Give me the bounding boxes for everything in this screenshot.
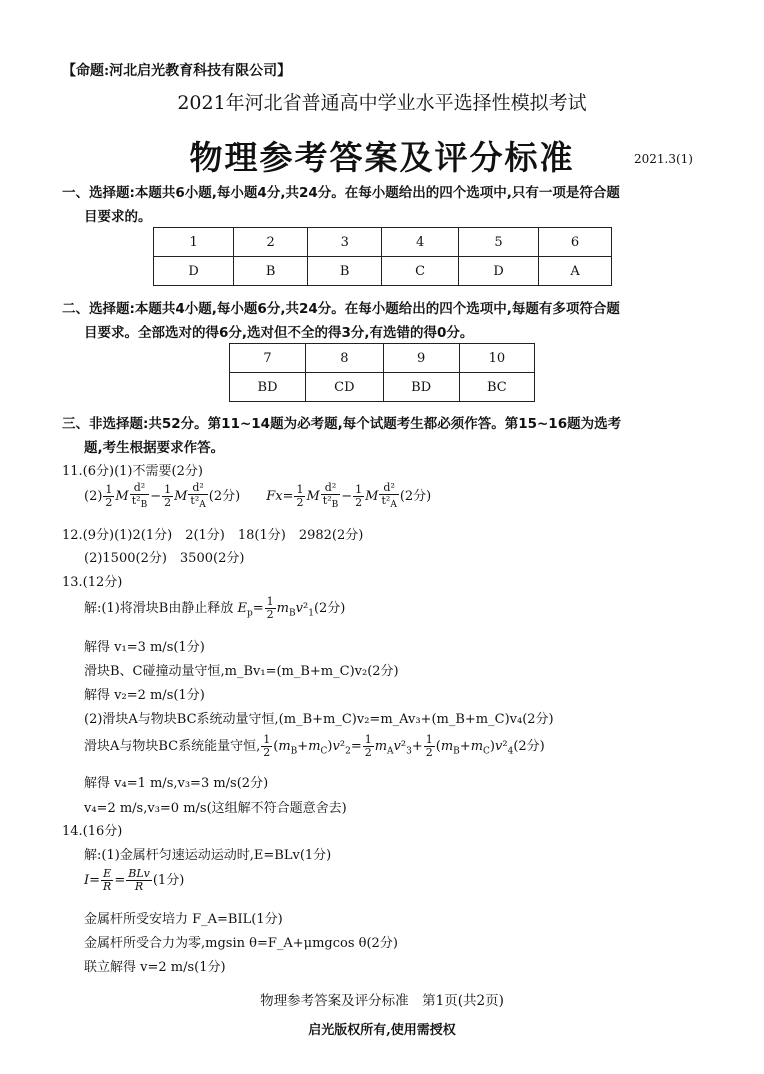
q11-score1: (2分)	[208, 489, 241, 505]
q-number: 3	[308, 228, 382, 257]
section3-instruction: 三、非选择题:共52分。第11~14题为必考题,每个试题考生都必须作答。第15~16题为选考	[62, 416, 622, 432]
q13-line2: 解得 v₁=3 m/s(1分)	[84, 640, 205, 655]
q-number: 2	[234, 228, 308, 257]
section2-instruction-cont: 目要求。全部选对的得6分,选对但不全的得3分,有选错的得0分。	[84, 325, 474, 341]
q-answer: BD	[383, 373, 459, 402]
answer-table-2	[229, 343, 535, 402]
q13-line1: 解:(1)将滑块B由静止释放 $E_p=$ $\frac{1}{2}$ $m_Bv^2_1(2$分)	[84, 595, 346, 621]
q13-line6: 滑块A与物块BC系统能量守恒, $\frac{1}{2}$ $(m_B+m_C)v^2_2=$ $\frac{1}{2}$ $m_Av^2_3+$ $\frac{1}{2}$ $(m_B+m_C)v^2_4(2$分)	[84, 733, 545, 759]
q-number: 10	[459, 344, 534, 373]
q-number: 7	[230, 344, 306, 373]
section1-instruction: 一、选择题:本题共6小题,每小题4分,共24分。在每小题给出的四个选项中,只有一项是符合题	[62, 185, 620, 201]
q-number: 9	[383, 344, 459, 373]
q13-line3: 滑块B、C碰撞动量守恒,m_Bv₁=(m_B+m_C)v₂(2分)	[84, 664, 399, 679]
q-number: 4	[382, 228, 459, 257]
q11-part1: 11.(6分)(1)不需要(2分)	[62, 464, 203, 479]
q14-heading: 14.(16分)	[62, 824, 123, 839]
q14-line2: I= $\frac{E}{R}$ = $\frac{\text{BLv}}{R}$ (1分)	[84, 867, 185, 893]
q13-line7: 解得 v₄=1 m/s,v₃=3 m/s(2分)	[84, 776, 269, 791]
q14-line1: 解:(1)金属杆匀速运动运动时,E=BLv(1分)	[84, 848, 332, 863]
q14-line5: 联立解得 v=2 m/s(1分)	[84, 960, 226, 975]
q14-line3: 金属杆所受安培力 F_A=BIL(1分)	[84, 912, 283, 927]
section3-instruction-cont: 题,考生根据要求作答。	[84, 440, 225, 456]
q-answer: A	[539, 257, 612, 286]
q12-part1: 12.(9分)(1)2(1分) 2(1分) 18(1分) 2982(2分)	[62, 528, 364, 543]
q12-part2: (2)1500(2分) 3500(2分)	[84, 551, 245, 566]
q13-line8: v₄=2 m/s,v₃=0 m/s(这组解不符合题意舍去)	[84, 801, 347, 816]
q-answer: B	[234, 257, 308, 286]
q-answer: BC	[459, 373, 534, 402]
issuer-header: 【命题:河北启光教育科技有限公司】	[62, 63, 292, 79]
q-answer: C	[382, 257, 459, 286]
q-number: 5	[458, 228, 538, 257]
q-answer: BD	[230, 373, 306, 402]
q13-heading: 13.(12分)	[62, 575, 123, 590]
q-answer: CD	[306, 373, 384, 402]
q13-line4: 解得 v₂=2 m/s(1分)	[84, 688, 205, 703]
q-answer: D	[458, 257, 538, 286]
exam-subtitle: 2021年河北省普通高中学业水平选择性模拟考试	[177, 92, 587, 114]
q13-line5: (2)滑块A与物块BC系统动量守恒,(m_B+m_C)v₂=m_Av₃+(m_B+m_C)v₄(2分)	[84, 712, 554, 727]
exam-date: 2021.3(1)	[634, 152, 693, 166]
q-answer: D	[154, 257, 234, 286]
q11-part2: (2) $\frac{1}{2}$ M $\frac{\text{d²}}{t^2_B}$ − $\frac{1}{2}$ M $\frac{\text{d²}}{t^2_A}$ (2分) Fx= $\frac{1}{2}$ M $\frac{\text{d²}}{t^2_B}$ − $\frac{1}{2}$ M $\frac{\text{d²}}{t^2_A}$ (2分)	[84, 481, 432, 511]
answer-table-1	[153, 227, 612, 286]
copyright-notice: 启光版权所有,使用需授权	[308, 1023, 456, 1038]
page-title: 物理参考答案及评分标准	[189, 138, 575, 177]
page-footer: 物理参考答案及评分标准 第1页(共2页)	[260, 993, 504, 1009]
section1-instruction-cont: 目要求的。	[84, 209, 152, 225]
q-number: 1	[154, 228, 234, 257]
q-answer: B	[308, 257, 382, 286]
section2-instruction: 二、选择题:本题共4小题,每小题6分,共24分。在每小题给出的四个选项中,每题有多项符合题	[62, 301, 620, 317]
q-number: 8	[306, 344, 384, 373]
q-number: 6	[539, 228, 612, 257]
q11-score2: (2分)	[399, 489, 432, 505]
q14-line4: 金属杆所受合力为零,mgsin θ=F_A+μmgcos θ(2分)	[84, 936, 398, 951]
